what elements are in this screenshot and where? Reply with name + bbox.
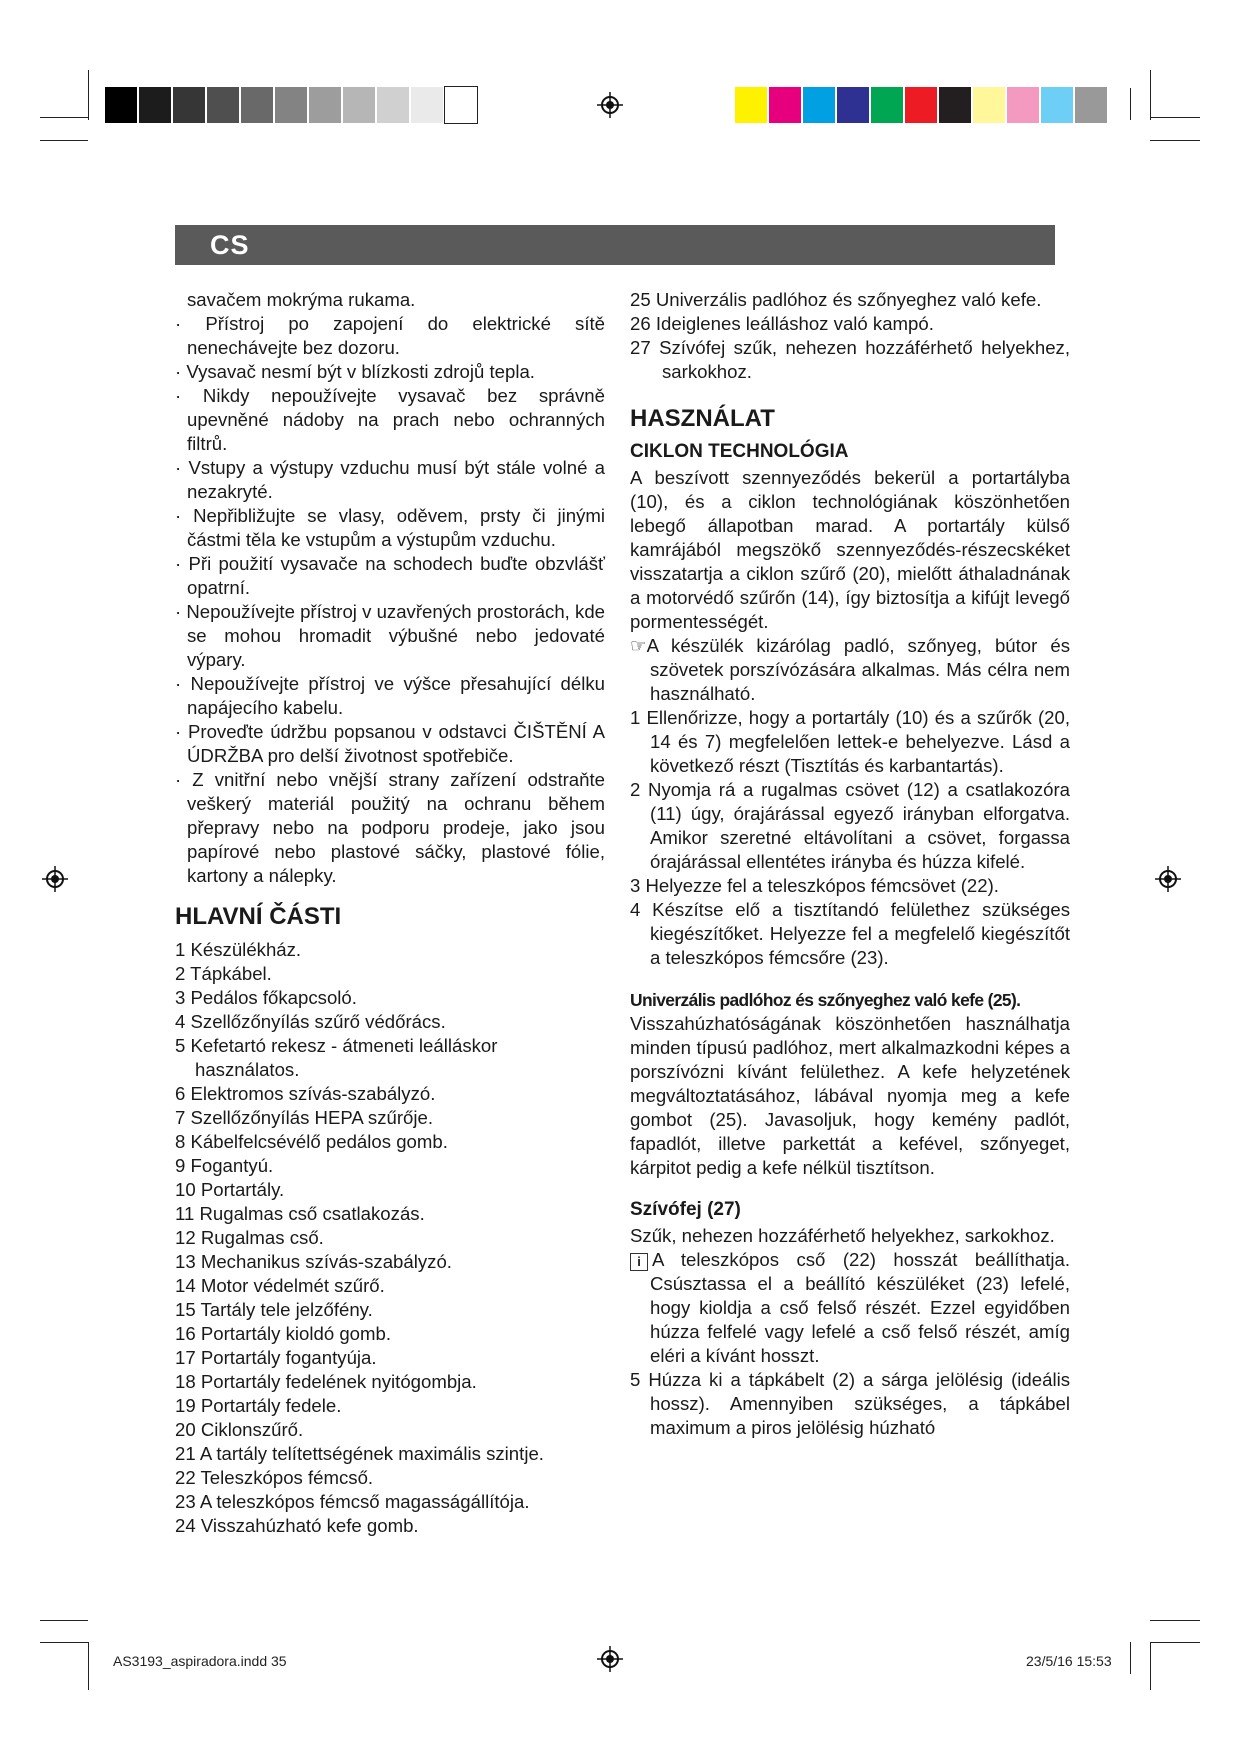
bullet-text: Přístroj po zapojení do elektrické sítě nenechávejte bez dozoru. <box>187 313 606 358</box>
color-swatch <box>1007 87 1039 123</box>
crop-mark <box>1150 1620 1200 1621</box>
part-item: 22 Teleszkópos fémcső. <box>175 1467 374 1488</box>
part-item: 16 Portartály kioldó gomb. <box>175 1323 392 1344</box>
color-swatch <box>837 87 869 123</box>
gray-swatch <box>173 87 205 123</box>
bullet-text: Z vnitřní nebo vnější strany zařízení odstraňte veškerý materiál použitý na ochranu během přepravy nebo na podporu prodeje, jako jsou papírové nebo plastové sáčky, plastové fólie, kartony a nálepky. <box>187 769 605 886</box>
crop-mark <box>88 70 89 120</box>
gray-swatch <box>241 87 273 123</box>
info-note-text: A teleszkópos cső (22) hosszát beállíthatja. Csúsztassa el a beállító készüléket (23) lefelé, hogy kioldja a cső felső részét. Ezzel egyidőben húzza felfelé vagy lefelé a cső felső részét, amíg eléri a kívánt hosszt. <box>650 1249 1070 1366</box>
crop-mark <box>1150 1642 1151 1690</box>
gray-swatch <box>343 87 375 123</box>
gray-swatch <box>377 87 409 123</box>
info-note <box>630 1248 1070 1368</box>
gray-swatch <box>207 87 239 123</box>
bullet-text: Nikdy nepoužívejte vysavač bez správně upevněné nádoby na prach nebo ochranných filtrů. <box>187 385 605 454</box>
part-item: 2 Tápkábel. <box>175 963 272 984</box>
bullet-dot: · <box>175 505 194 526</box>
bullet-item <box>175 384 605 456</box>
parts-title: HLAVNÍ ČÁSTI <box>175 903 342 930</box>
crop-mark <box>40 1642 88 1643</box>
bullet-item <box>175 360 605 384</box>
bullet-item <box>175 600 605 672</box>
safety-bullet-list <box>175 312 605 888</box>
crop-mark <box>1150 117 1200 118</box>
part-item: 4 Szellőzőnyílás szűrő védőrács. <box>175 1011 446 1032</box>
nozzle-text: Szűk, nehezen hozzáférhető helyekhez, sarkokhoz. <box>630 1225 1055 1246</box>
gray-swatch <box>105 87 137 123</box>
part-item: 11 Rugalmas cső csatlakozás. <box>175 1203 425 1224</box>
bullet-text: Nepoužívejte přístroj ve výšce přesahující délku napájecího kabelu. <box>187 673 606 718</box>
cyclone-text: A beszívott szennyeződés bekerül a portartályba (10), és a ciklon technológiának köszönhetően lebegő állapotban marad. A portartály külső kamrájából megszökő szennyeződés-részecskéket visszatartja a ciklon szűrő (20), mielőtt áthaladnának a motorvédő szűrőn (14), így biztosítja a kifújt levegő pormentességét. <box>630 467 1070 632</box>
registration-mark-icon <box>597 92 623 118</box>
bullet-dot: · <box>175 361 187 382</box>
language-code: CS <box>210 230 250 260</box>
part-item: 24 Visszahúzható kefe gomb. <box>175 1515 419 1536</box>
usage-step: 4 Készítse elő a tisztítandó felülethez szükséges kiegészítőket. Helyezze fel a megfelelő kiegészítőt a teleszkópos fémcsőre (23). <box>630 899 1070 968</box>
brush-title: Univerzális padlóhoz és szőnyeghez való kefe (25). <box>630 990 1021 1010</box>
crop-mark <box>1130 88 1131 120</box>
crop-mark <box>40 1620 88 1621</box>
bullet-text: Při použití vysavače na schodech buďte obzvlášť opatrní. <box>187 553 605 598</box>
bullet-dot: · <box>175 721 188 742</box>
part-item: 5 Kefetartó rekesz - átmeneti leálláskor használatos. <box>175 1035 498 1080</box>
part-item: 14 Motor védelmét szűrő. <box>175 1275 385 1296</box>
parts-list-continued <box>630 288 1070 384</box>
bullet-text: Nepřibližujte se vlasy, oděvem, prsty či jinými částmi těla ke vstupům a výstupům vzduchu. <box>187 505 605 550</box>
bullet-item <box>175 312 605 360</box>
color-swatch <box>939 87 971 123</box>
bullet-dot: · <box>175 385 203 406</box>
color-swatch <box>735 87 767 123</box>
gray-swatch <box>139 87 171 123</box>
color-swatch <box>973 87 1005 123</box>
bullet-text: Proveďte údržbu popsanou v odstavci ČIŠTĚNÍ A ÚDRŽBA pro delší životnost spotřebiče. <box>187 721 605 766</box>
gray-swatch <box>275 87 307 123</box>
brush-text: Visszahúzhatóságának köszönhetően használhatja minden típusú padlóhoz, mert alkalmazkodni képes a porszívózni kívánt felülethez. A kefe helyzetének megváltoztatásához, lábával nyomja meg a kefe gombot (25). Javasoljuk, hogy kemény padlót, fapadlót, illetve parkettát a kefével, szőnyeget, kárpitot pedig a kefe nélkül tisztítson. <box>630 1013 1070 1178</box>
registration-mark-icon <box>597 1646 623 1672</box>
bullet-text: Vstupy a výstupy vzduchu musí být stále volné a nezakryté. <box>187 457 606 502</box>
usage-step: 3 Helyezze fel a teleszkópos fémcsövet (22). <box>630 875 999 896</box>
bullet-item <box>175 672 605 720</box>
bullet-dot: · <box>175 769 193 790</box>
nozzle-title: Szívófej (27) <box>630 1199 741 1220</box>
usage-step: 1 Ellenőrizze, hogy a portartály (10) és a szűrők (20, 14 és 7) megfelelően lettek-e behelyezve. Lásd a következő részt (Tisztítás és karbantartás). <box>630 707 1070 776</box>
bullet-dot: · <box>175 313 206 334</box>
color-swatch <box>1075 87 1107 123</box>
part-item: 21 A tartály telítettségének maximális szintje. <box>175 1443 544 1464</box>
part-item: 6 Elektromos szívás-szabályzó. <box>175 1083 436 1104</box>
part-item: 8 Kábelfelcsévélő pedálos gomb. <box>175 1131 448 1152</box>
part-item: 9 Fogantyú. <box>175 1155 274 1176</box>
bullet-dot: · <box>175 553 189 574</box>
part-item: 19 Portartály fedele. <box>175 1395 342 1416</box>
part-item: 27 Szívófej szűk, nehezen hozzáférhető helyekhez, sarkokhoz. <box>630 337 1070 382</box>
left-column <box>175 288 605 1538</box>
crop-mark <box>1150 140 1200 141</box>
usage-steps <box>630 706 1070 970</box>
usage-step: 2 Nyomja rá a rugalmas csövet (12) a csatlakozóra (11) úgy, órajárással egyező irányban elforgatva. Amikor szeretné eltávolítani a csövet, forgassa órajárással ellentétes irányba és húzza kifelé. <box>630 779 1070 872</box>
color-swatch <box>769 87 801 123</box>
crop-mark <box>40 140 88 141</box>
crop-mark <box>1130 1642 1131 1674</box>
bullet-item <box>175 504 605 552</box>
right-column <box>630 288 1070 1440</box>
parts-list <box>175 938 605 1538</box>
part-item: 7 Szellőzőnyílás HEPA szűrője. <box>175 1107 434 1128</box>
part-item: 23 A teleszkópos fémcső magasságállítója. <box>175 1491 530 1512</box>
crop-mark <box>1150 70 1151 120</box>
bullet-dot: · <box>175 601 187 622</box>
gray-swatch <box>445 87 477 123</box>
part-item: 15 Tartály tele jelzőfény. <box>175 1299 373 1320</box>
intro-line: savačem mokrýma rukama. <box>187 289 416 310</box>
registration-mark-icon <box>1155 866 1181 892</box>
part-item: 18 Portartály fedelének nyitógombja. <box>175 1371 477 1392</box>
hand-note: ☞A készülék kizárólag padló, szőnyeg, bútor és szövetek porszívózására alkalmas. Más célra nem használható. <box>630 635 1070 704</box>
part-item: 3 Pedálos főkapcsoló. <box>175 987 357 1008</box>
step-5: 5 Húzza ki a tápkábelt (2) a sárga jelölésig (ideális hossz). Amennyiben szükséges, a tápkábel maximum a piros jelölésig húzható <box>630 1369 1070 1438</box>
bullet-item <box>175 456 605 504</box>
bullet-text: Nepoužívejte přístroj v uzavřených prostorách, kde se mohou hromadit výbušné nebo jedovaté výpary. <box>186 601 605 670</box>
bullet-dot: · <box>175 673 191 694</box>
bullet-text: Vysavač nesmí být v blízkosti zdrojů tepla. <box>186 361 535 382</box>
part-item: 12 Rugalmas cső. <box>175 1227 324 1248</box>
color-swatch <box>1041 87 1073 123</box>
gray-swatch <box>411 87 443 123</box>
part-item: 20 Ciklonszűrő. <box>175 1419 304 1440</box>
footer-file: AS3193_aspiradora.indd 35 <box>113 1653 287 1669</box>
part-item: 17 Portartály fogantyúja. <box>175 1347 377 1368</box>
part-item: 10 Portartály. <box>175 1179 285 1200</box>
info-icon: i <box>630 1253 648 1271</box>
crop-mark <box>1150 1642 1200 1643</box>
bullet-dot: · <box>175 457 189 478</box>
part-item: 25 Univerzális padlóhoz és szőnyeghez való kefe. <box>630 289 1042 310</box>
crop-mark <box>88 1642 89 1690</box>
part-item: 1 Készülékház. <box>175 939 302 960</box>
color-swatch <box>871 87 903 123</box>
cyclone-title: CIKLON TECHNOLÓGIA <box>630 441 849 462</box>
language-header-bar <box>175 225 1055 265</box>
bullet-item <box>175 552 605 600</box>
footer-datetime: 23/5/16 15:53 <box>1026 1653 1112 1669</box>
color-swatch <box>905 87 937 123</box>
bullet-item <box>175 720 605 768</box>
crop-mark <box>40 117 88 118</box>
registration-mark-icon <box>42 866 68 892</box>
bullet-item <box>175 768 605 888</box>
color-swatch <box>803 87 835 123</box>
gray-swatch <box>309 87 341 123</box>
part-item: 13 Mechanikus szívás-szabályzó. <box>175 1251 452 1272</box>
part-item: 26 Ideiglenes leálláshoz való kampó. <box>630 313 934 334</box>
usage-title: HASZNÁLAT <box>630 405 775 432</box>
